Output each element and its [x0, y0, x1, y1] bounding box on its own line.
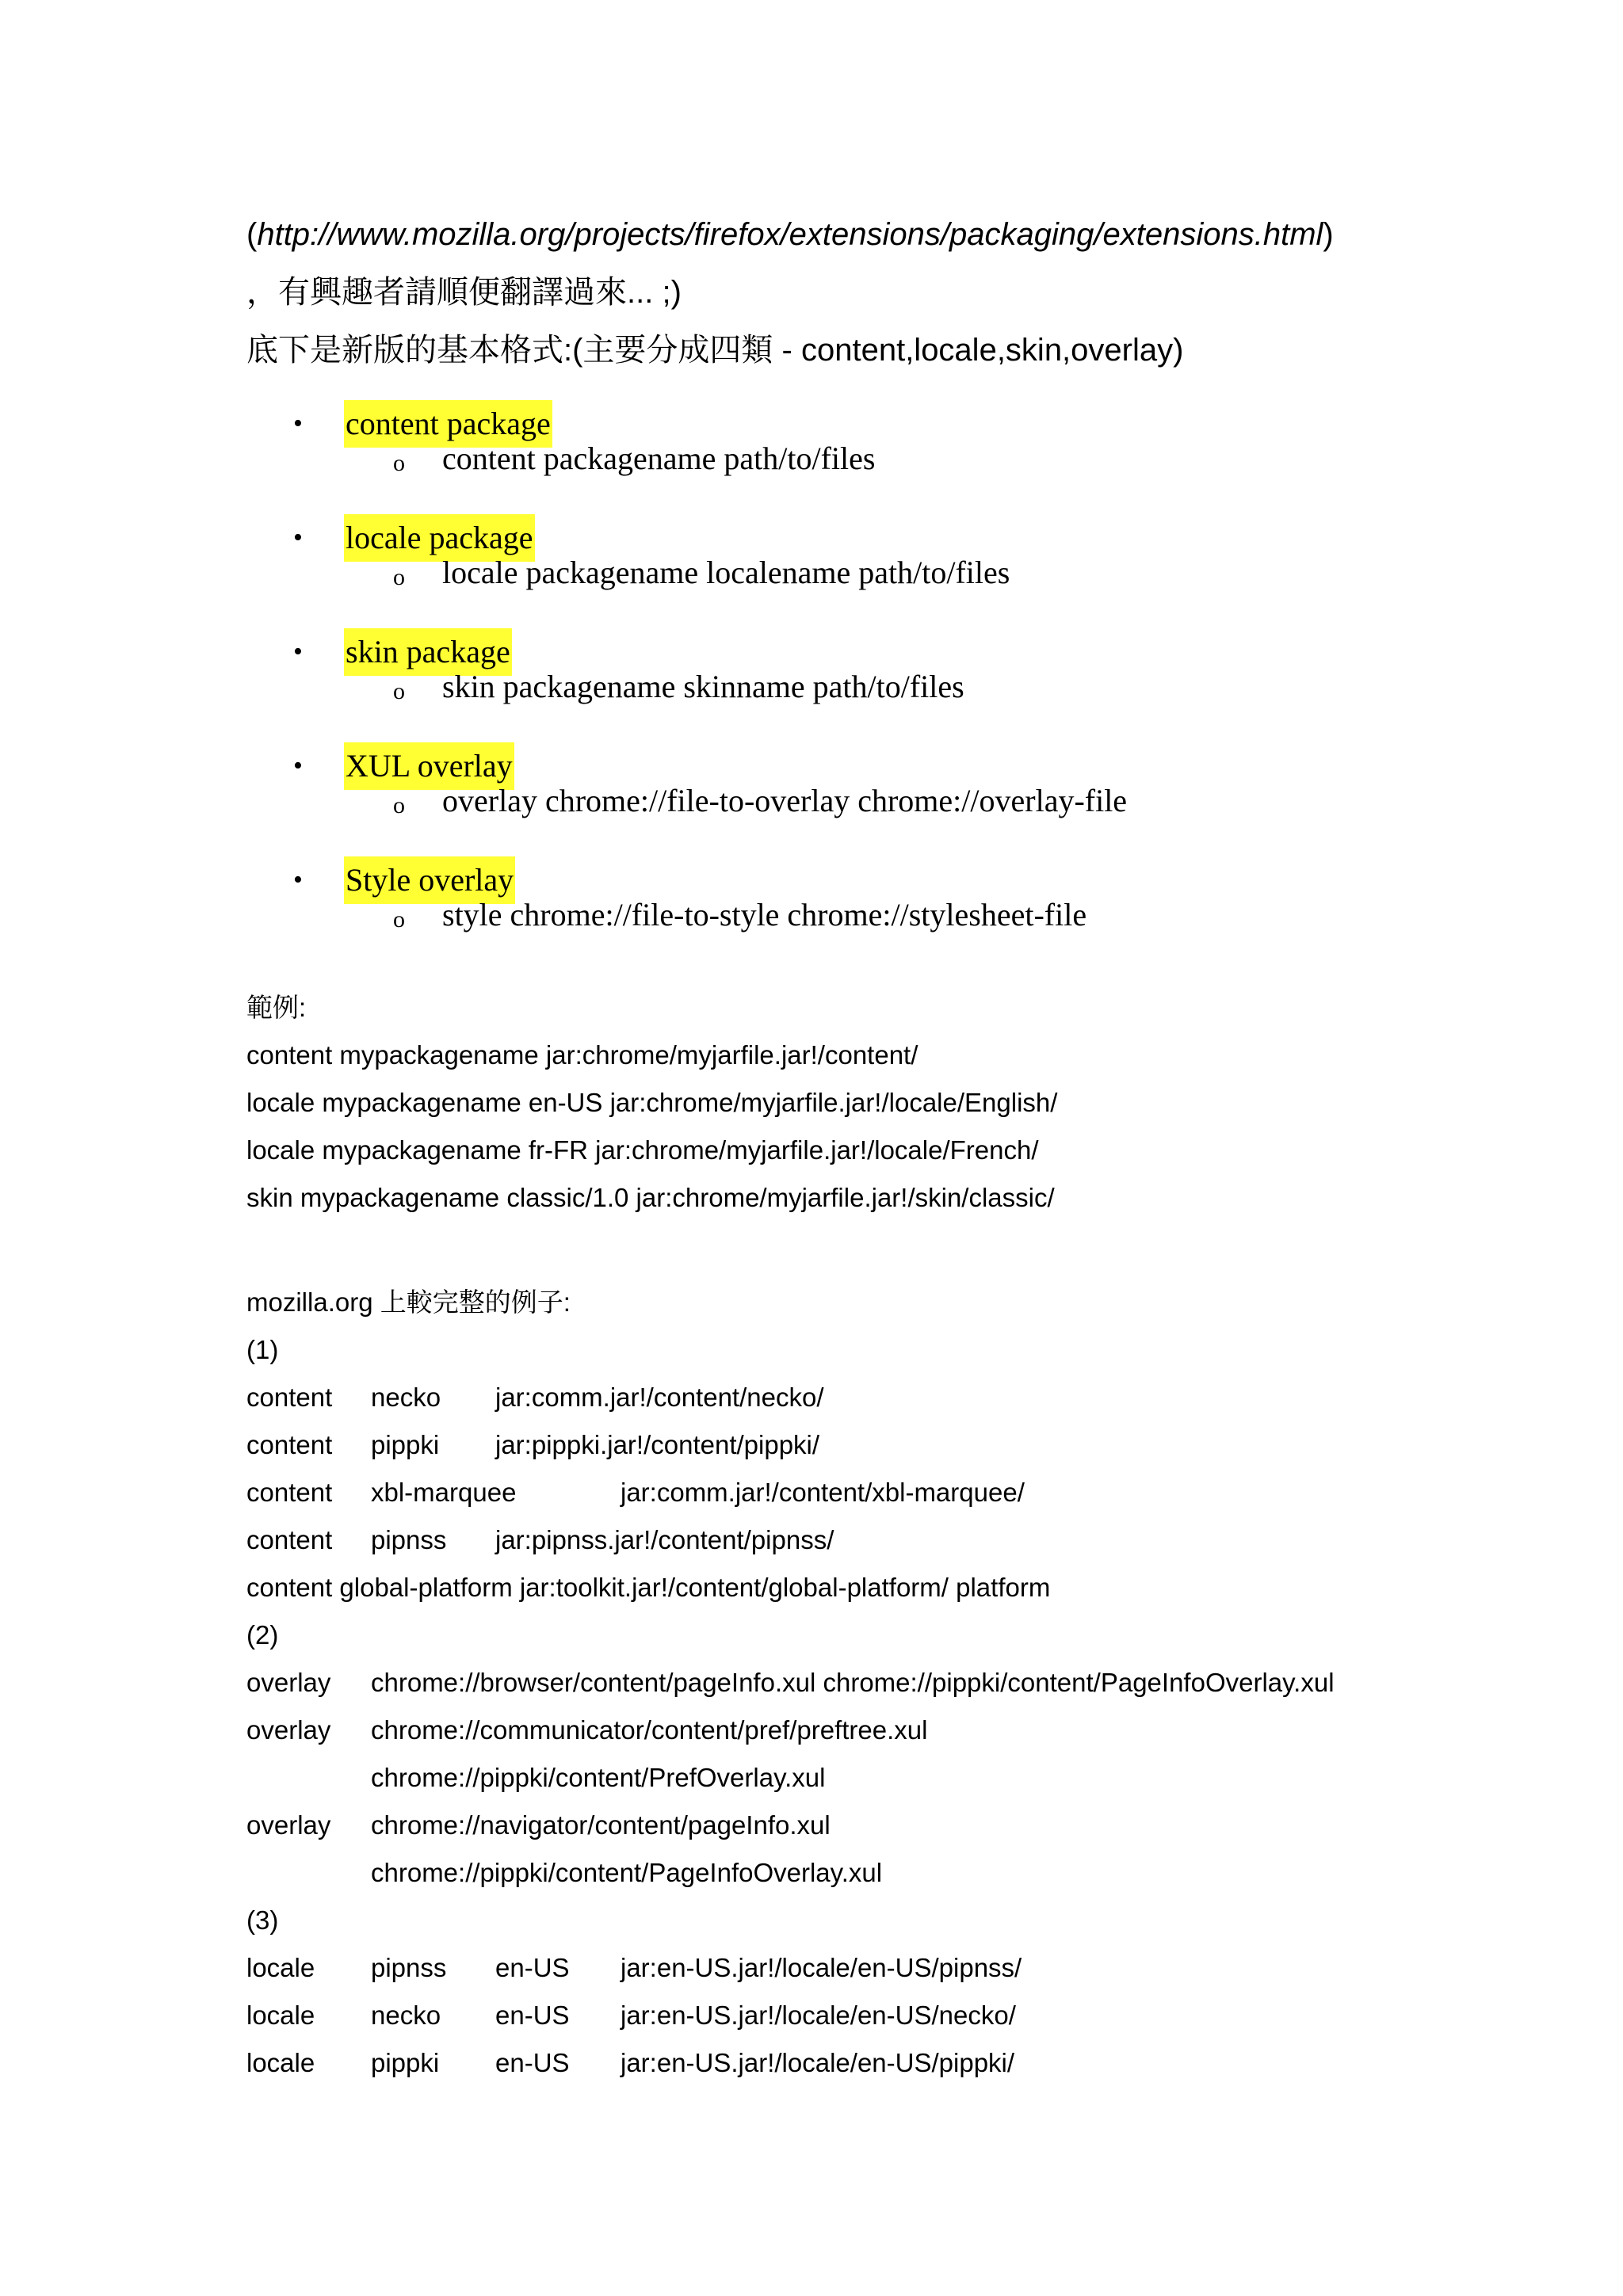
- table-cell: overlay: [246, 1715, 331, 1745]
- bullet-icon: •: [293, 409, 303, 438]
- table-cell: jar:en-US.jar!/locale/en-US/pippki/: [621, 2048, 1015, 2077]
- table-cell: pippki: [371, 1430, 440, 1459]
- example-line: locale mypackagename en-US jar:chrome/myjarfile.jar!/locale/English/: [246, 1088, 1058, 1117]
- bullet-icon: •: [293, 865, 303, 894]
- section-label: (2): [246, 1620, 279, 1650]
- sub-bullet-icon: o: [393, 564, 405, 590]
- table-cell: jar:en-US.jar!/locale/en-US/necko/: [621, 2000, 1016, 2030]
- package-name: XUL overlay: [344, 742, 514, 790]
- table-cell: locale: [246, 1953, 315, 1982]
- table-cell: overlay: [246, 1810, 331, 1840]
- package-name: Style overlay: [344, 856, 515, 904]
- table-cell: necko: [371, 2000, 441, 2030]
- example-line: skin mypackagename classic/1.0 jar:chrome/myjarfile.jar!/skin/classic/: [246, 1183, 1055, 1212]
- package-item: [0, 742, 1623, 845]
- table-cell: jar:en-US.jar!/locale/en-US/pipnss/: [621, 1953, 1022, 1982]
- table-cell: locale: [246, 2000, 315, 2030]
- table-cell: chrome://navigator/content/pageInfo.xul: [371, 1810, 831, 1840]
- package-syntax: locale packagename localename path/to/files: [442, 555, 1010, 590]
- sub-bullet-icon: o: [393, 678, 405, 704]
- table-cell: chrome://communicator/content/pref/preftree.xul: [371, 1715, 928, 1745]
- example-line: locale mypackagename fr-FR jar:chrome/myjarfile.jar!/locale/French/: [246, 1135, 1039, 1165]
- table-cell: jar:comm.jar!/content/xbl-marquee/: [621, 1478, 1025, 1507]
- table-cell: jar:pipnss.jar!/content/pipnss/: [495, 1525, 834, 1554]
- package-item: [0, 856, 1623, 959]
- table-cell: content: [246, 1525, 333, 1554]
- package-syntax: overlay chrome://file-to-overlay chrome://overlay-file: [442, 783, 1128, 818]
- bullet-icon: •: [293, 523, 303, 552]
- package-syntax: style chrome://file-to-style chrome://stylesheet-file: [442, 897, 1087, 933]
- table-cell: pippki: [371, 2048, 440, 2077]
- package-name: content package: [344, 400, 552, 448]
- package-name: locale package: [344, 514, 535, 562]
- table-cell: en-US: [495, 2048, 570, 2077]
- intro-url[interactable]: http://www.mozilla.org/projects/firefox/extensions/packaging/extensions.html: [257, 217, 1323, 252]
- intro-line-3: 底下是新版的基本格式:(主要分成四類 - content,locale,skin,overlay): [246, 333, 1184, 368]
- intro-url-line: (http://www.mozilla.org/projects/firefox/extensions/packaging/extensions.html): [246, 217, 1334, 252]
- mozilla-examples-heading: mozilla.org 上較完整的例子:: [246, 1287, 571, 1317]
- table-cell: xbl-marquee: [371, 1478, 517, 1507]
- package-syntax: skin packagename skinname path/to/files: [442, 669, 964, 704]
- package-name: skin package: [344, 628, 512, 676]
- table-cell: en-US: [495, 2000, 570, 2030]
- table-cell: jar:comm.jar!/content/necko/: [495, 1383, 824, 1412]
- bullet-icon: •: [293, 751, 303, 780]
- intro-line-2: ，有興趣者請順便翻譯過來... ;): [246, 275, 682, 310]
- table-cell: chrome://pippki/content/PageInfoOverlay.xul: [371, 1858, 883, 1887]
- package-item: [0, 400, 1623, 503]
- table-cell: pipnss: [371, 1525, 447, 1554]
- section-label: (1): [246, 1335, 279, 1364]
- example-heading: 範例:: [246, 993, 307, 1022]
- table-cell: jar:pippki.jar!/content/pippki/: [495, 1430, 820, 1459]
- bullet-icon: •: [293, 637, 303, 666]
- example-line: content mypackagename jar:chrome/myjarfile.jar!/content/: [246, 1040, 918, 1070]
- table-cell: locale: [246, 2048, 315, 2077]
- table-cell: en-US: [495, 1953, 570, 1982]
- table-row: content global-platform jar:toolkit.jar!/content/global-platform/ platform: [246, 1573, 1051, 1602]
- table-cell: pipnss: [371, 1953, 447, 1982]
- sub-bullet-icon: o: [393, 450, 405, 476]
- table-cell: content: [246, 1383, 333, 1412]
- table-cell: content: [246, 1430, 333, 1459]
- package-item: [0, 628, 1623, 731]
- package-syntax: content packagename path/to/files: [442, 441, 876, 476]
- sub-bullet-icon: o: [393, 906, 405, 933]
- section-label: (3): [246, 1905, 279, 1935]
- table-cell: chrome://browser/content/pageInfo.xul chrome://pippki/content/PageInfoOverlay.xul: [371, 1668, 1335, 1697]
- table-cell: content: [246, 1478, 333, 1507]
- package-item: [0, 514, 1623, 617]
- table-cell: chrome://pippki/content/PrefOverlay.xul: [371, 1763, 826, 1792]
- table-cell: overlay: [246, 1668, 331, 1697]
- table-cell: necko: [371, 1383, 441, 1412]
- sub-bullet-icon: o: [393, 792, 405, 818]
